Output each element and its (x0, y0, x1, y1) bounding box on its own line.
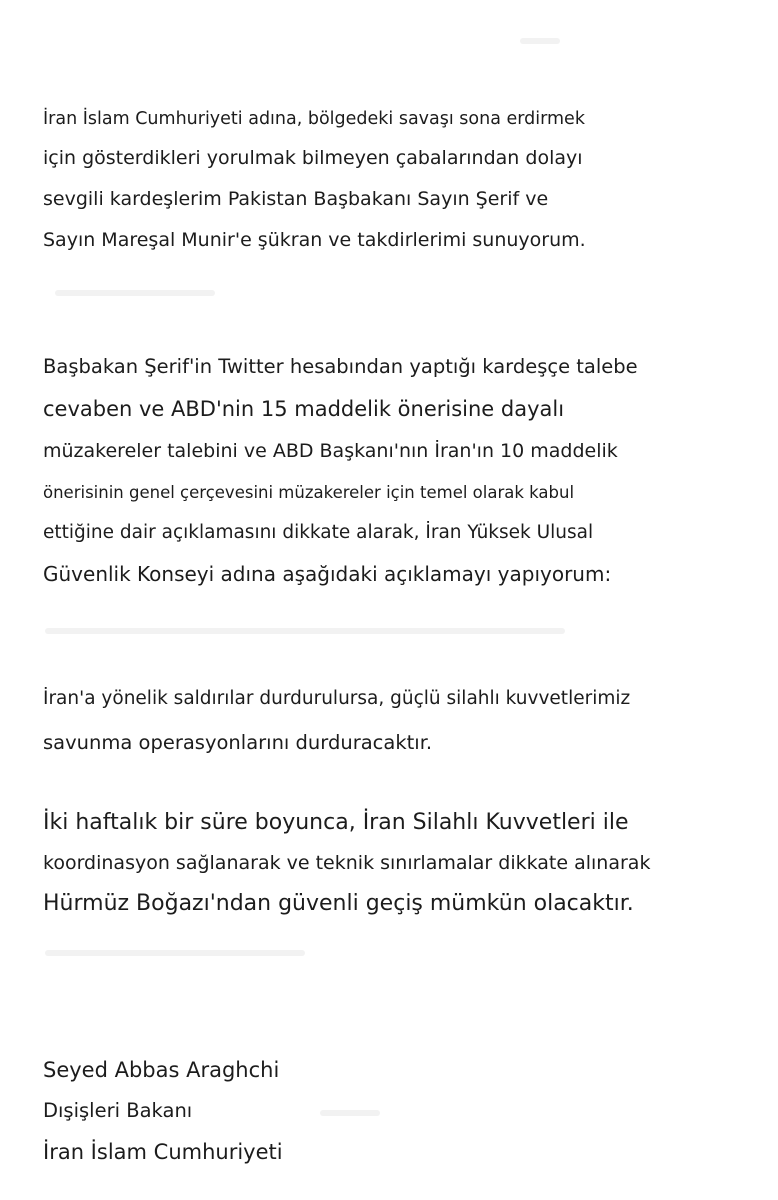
paragraph2-line: Güvenlik Konseyi adına aşağıdaki açıklamayı yapıyorum: (43, 562, 612, 586)
paragraph2-line: müzakereler talebini ve ABD Başkanı'nın İran'ın 10 maddelik (43, 440, 618, 462)
faint-artifact (45, 950, 305, 956)
paragraph3-line: savunma operasyonlarını durduracaktır. (43, 731, 433, 754)
paragraph2-line: cevaben ve ABD'nin 15 maddelik önerisine dayalı (43, 397, 565, 421)
paragraph2-line: önerisinin genel çerçevesini müzakereler için temel olarak kabul (43, 483, 575, 502)
signature-name: Seyed Abbas Araghchi (43, 1058, 280, 1082)
faint-artifact (320, 1110, 380, 1116)
paragraph1-line: sevgili kardeşlerim Pakistan Başbakanı Sayın Şerif ve (43, 188, 549, 210)
signature-title: Dışişleri Bakanı (43, 1099, 193, 1122)
faint-artifact (55, 290, 215, 296)
faint-artifact (45, 628, 565, 634)
paragraph3-line: İran'a yönelik saldırılar durdurulursa, güçlü silahlı kuvvetlerimiz (43, 688, 631, 709)
faint-artifact (520, 38, 560, 44)
paragraph4-line: Hürmüz Boğazı'ndan güvenli geçiş mümkün olacaktır. (43, 891, 634, 916)
paragraph1-line: İran İslam Cumhuriyeti adına, bölgedeki savaşı sona erdirmek (43, 109, 585, 129)
paragraph2-line: Başbakan Şerif'in Twitter hesabından yaptığı kardeşçe talebe (43, 355, 638, 378)
paragraph1-line: için gösterdikleri yorulmak bilmeyen çabalarından dolayı (43, 147, 583, 169)
paragraph2-line: ettiğine dair açıklamasını dikkate alarak, İran Yüksek Ulusal (43, 522, 594, 543)
signature-country: İran İslam Cumhuriyeti (43, 1140, 283, 1164)
paragraph4-line: İki haftalık bir süre boyunca, İran Silahlı Kuvvetleri ile (43, 810, 629, 835)
paragraph1-line: Sayın Mareşal Munir'e şükran ve takdirlerimi sunuyorum. (43, 229, 586, 251)
paragraph4-line: koordinasyon sağlanarak ve teknik sınırlamalar dikkate alınarak (43, 852, 651, 874)
